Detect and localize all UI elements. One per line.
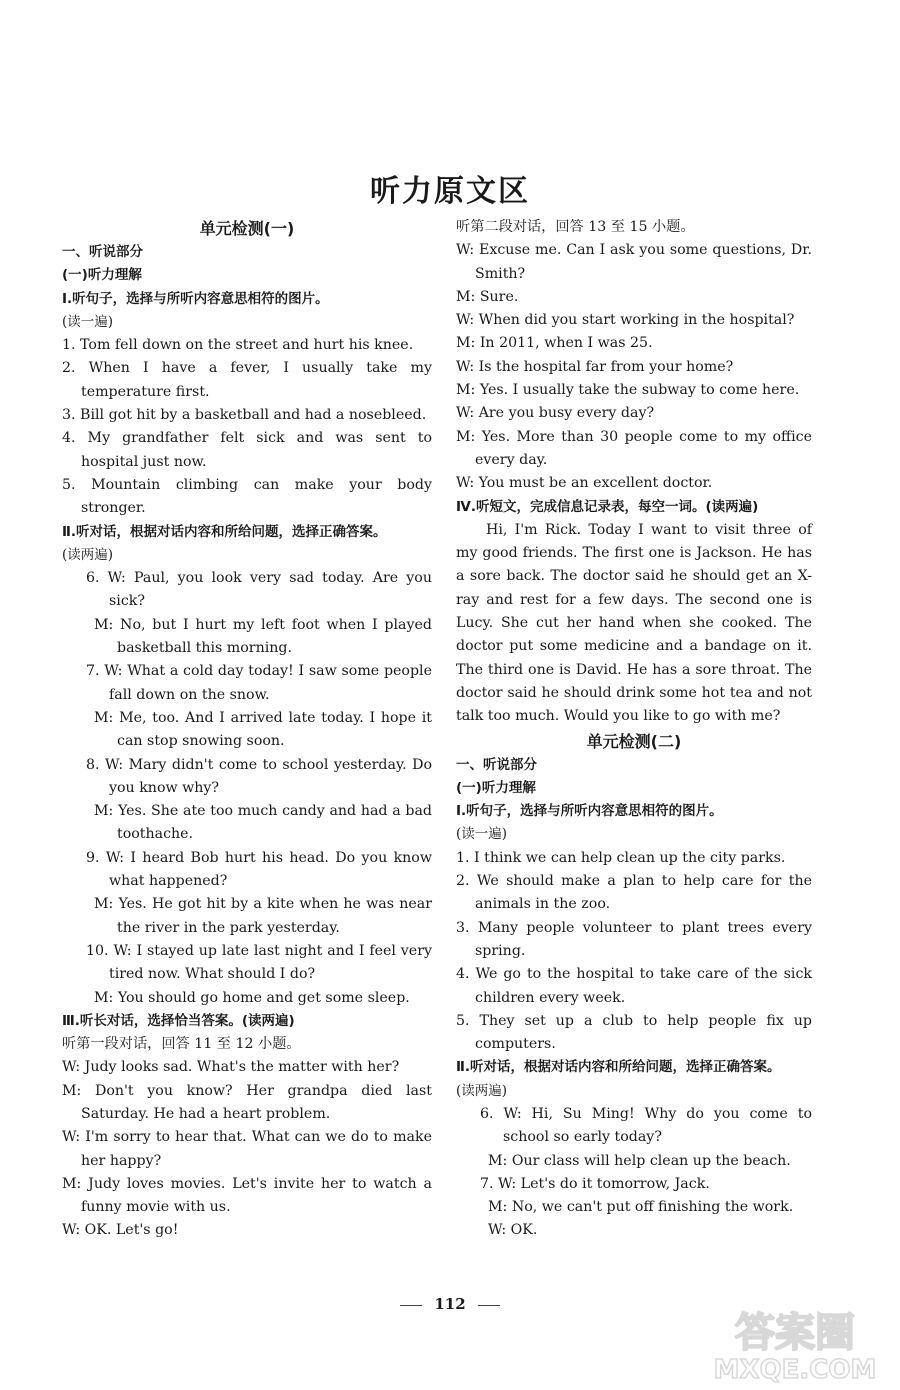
text-line: M: Sure. — [456, 288, 519, 305]
text-line: 2. When I have a fever, I usually take my temperature first. — [62, 360, 432, 400]
text-line: (读两遍) — [62, 546, 114, 563]
text-line: 9. W: I heard Bob hurt his head. Do you know what happened? — [86, 849, 432, 890]
text-line: W: OK. — [488, 1222, 538, 1239]
text-line: 1. Tom fell down on the street and hurt his knee. — [62, 337, 414, 354]
text-line: W: Are you busy every day? — [456, 405, 655, 422]
text-line: M: You should go home and get some sleep. — [94, 989, 410, 1006]
subsection-heading: Ⅱ.听对话，根据对话内容和所给问题，选择正确答案。 — [456, 1059, 781, 1076]
subsection-heading: Ⅱ.听对话，根据对话内容和所给问题，选择正确答案。 — [62, 523, 387, 540]
text-line: 5. They set up a club to help people fix up computers. — [456, 1012, 812, 1053]
text-line: 3. Bill got hit by a basketball and had a nosebleed. — [62, 407, 427, 424]
text-line: W: I'm sorry to hear that. What can we do to make her happy? — [62, 1129, 432, 1169]
text-line: W: When did you start working in the hospital? — [456, 312, 795, 329]
page-title: 听力原文区 — [370, 174, 530, 209]
text-line: M: No, but I hurt my left foot when I played basketball this morning. — [94, 616, 432, 657]
subsection-heading: Ⅲ.听长对话，选择恰当答案。(读两遍) — [62, 1012, 295, 1029]
text-line: (读一遍) — [456, 826, 508, 843]
text-line: 6. W: Hi, Su Ming! Why do you come to school so early today? — [480, 1105, 812, 1146]
text-line: Hi, I'm Rick. Today I want to visit three of my good friends. The first one is Jackson. He has a sore back. The doctor said he should get an X-ray and rest for a few days. The second one is Lucy. She cut her hand when she cooked. The doctor put some medicine and a bandage on it. The third one is David. He has a sore throat. The doctor said he should drink some hot tea and not talk too much. Would you like to go with me? — [456, 521, 812, 725]
text-line: 2. We should make a plan to help care for the animals in the zoo. — [456, 873, 812, 913]
text-line: M: Our class will help clean up the beach. — [488, 1152, 791, 1169]
subsection-heading: 一、听说部分 — [62, 244, 143, 260]
text-line: 听第一段对话，回答 11 至 12 小题。 — [62, 1036, 301, 1053]
text-line: M: Don't you know? Her grandpa died last Saturday. He had a heart problem. — [62, 1082, 432, 1122]
subsection-heading: Ⅰ.听句子，选择与所听内容意思相符的图片。 — [456, 803, 723, 820]
text-line: M: Yes. I usually take the subway to come here. — [456, 382, 800, 399]
subsection-heading: Ⅰ.听句子，选择与所听内容意思相符的图片。 — [62, 290, 329, 307]
text-line: W: Is the hospital far from your home? — [456, 358, 734, 375]
text-line: 听第二段对话，回答 13 至 15 小题。 — [456, 219, 695, 235]
right-column — [456, 216, 812, 1243]
section-heading: 单元检测(二) — [586, 731, 682, 751]
text-line: W: OK. Let's go! — [62, 1222, 179, 1239]
text-line: 7. W: Let's do it tomorrow, Jack. — [480, 1175, 710, 1192]
subsection-heading: 一、听说部分 — [456, 756, 537, 773]
watermark-logo — [700, 1302, 890, 1384]
subsection-heading: (一)听力理解 — [456, 779, 536, 796]
text-line: M: Yes. She ate too much candy and had a bad toothache. — [94, 803, 432, 843]
subsection-heading: Ⅳ.听短文，完成信息记录表，每空一词。(读两遍) — [456, 498, 759, 515]
left-column — [62, 216, 432, 1243]
text-line: W: You must be an excellent doctor. — [456, 475, 713, 492]
text-line: M: In 2011, when I was 25. — [456, 335, 653, 352]
watermark-text: 答案圈 — [735, 1310, 855, 1356]
section-heading: 单元检测(一) — [199, 219, 295, 238]
text-line: 6. W: Paul, you look very sad today. Are you sick? — [86, 570, 432, 610]
text-line: 1. I think we can help clean up the city parks. — [456, 849, 786, 866]
text-line: M: Yes. He got hit by a kite when he was near the river in the park yesterday. — [94, 896, 432, 936]
text-line: 7. W: What a cold day today! I saw some people fall down on the snow. — [86, 663, 432, 703]
text-line: M: No, we can't put off finishing the work. — [488, 1199, 794, 1216]
text-line: M: Me, too. And I arrived late today. I hope it can stop snowing soon. — [94, 709, 432, 750]
subsection-heading: (一)听力理解 — [62, 267, 142, 284]
text-line: 5. Mountain climbing can make your body stronger. — [62, 476, 432, 517]
watermark-subtext: MXQE.COM — [713, 1355, 877, 1384]
page-number: 112 — [0, 1295, 900, 1313]
text-line: (读一遍) — [62, 313, 114, 330]
text-line: M: Yes. More than 30 people come to my office every day. — [456, 428, 812, 468]
text-line: 4. My grandfather felt sick and was sent to hospital just now. — [62, 430, 432, 470]
text-line: 10. W: I stayed up late last night and I feel very tired now. What should I do? — [86, 942, 432, 983]
text-line: 4. We go to the hospital to take care of the sick children every week. — [456, 966, 812, 1006]
text-line: 8. W: Mary didn't come to school yesterday. Do you know why? — [86, 756, 432, 796]
text-line: (读两遍) — [456, 1082, 508, 1099]
text-line: M: Judy loves movies. Let's invite her to watch a funny movie with us. — [62, 1175, 432, 1216]
text-line: 3. Many people volunteer to plant trees every spring. — [456, 919, 812, 959]
text-line: W: Excuse me. Can I ask you some questions, Dr. Smith? — [456, 242, 812, 282]
text-line: W: Judy looks sad. What's the matter with her? — [62, 1059, 400, 1076]
